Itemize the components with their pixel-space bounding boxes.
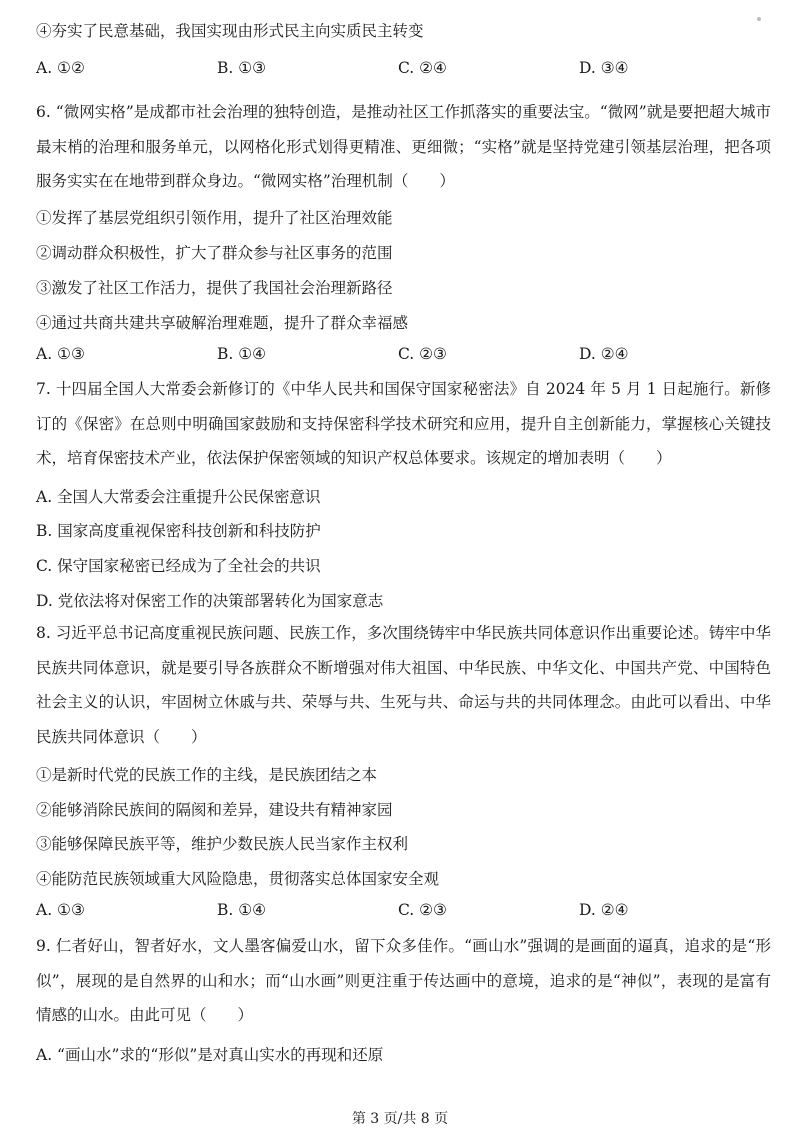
- q7-choice-a: A. 全国人大常委会注重提升公民保密意识: [36, 488, 321, 506]
- q5-item-4: ④夯实了民意基础，我国实现由形式民主向实质民主转变: [36, 22, 424, 40]
- q9-choice-a: A. “画山水”求的“形似”是对真山实水的再现和还原: [36, 1046, 384, 1064]
- q6-item-3: ③激发了社区工作活力，提供了我国社会治理新路径: [36, 279, 393, 297]
- q6-item-1: ①发挥了基层党组织引领作用，提升了社区治理效能: [36, 209, 393, 227]
- q5-option-a: A. ①②: [36, 59, 85, 77]
- q8-option-d: D. ②④: [579, 901, 629, 919]
- q8-item-2: ②能够消除民族间的隔阂和差异，建设共有精神家园: [36, 801, 393, 819]
- q8-option-b: B. ①④: [217, 901, 267, 919]
- q8-stem: 8. 习近平总书记高度重视民族问题、民族工作，多次围绕铸牢中华民族共同体意识作出重要论述。铸牢中华民族共同体意识，就是要引导各族群众不断增强对伟大祖国、中华民族、中华文化、中国共产党、中国特色社会主义的认识，牢固树立休戚与共、荣辱与共、生死与共、命运与共的共同体理念。由此可以看出、中华民族共同体意识（ ）: [36, 624, 771, 746]
- q8-item-4: ④能防范民族领域重大风险隐患，贯彻落实总体国家安全观: [36, 870, 440, 888]
- q7-stem: 7. 十四届全国人大常委会新修订的《中华人民共和国保守国家秘密法》自 2024 年 5 月 1 日起施行。新修订的《保密》在总则中明确国家鼓励和支持保密科学技术研究和应用，提升自主创新能力，掌握核心关键技术，培育保密技术产业，依法保护保密领域的知识产权总体要求。该规定的增加表明（ ）: [36, 380, 771, 467]
- q8-item-1: ①是新时代党的民族工作的主线，是民族团结之本: [36, 766, 378, 784]
- q5-option-c: C. ②④: [398, 59, 447, 77]
- q6-option-d: D. ②④: [579, 345, 629, 363]
- q9-stem: 9. 仁者好山，智者好水，文人墨客偏爱山水，留下众多佳作。“画山水”强调的是画面的逼真，追求的是“形似”，展现的是自然界的山和水；而“山水画”则更注重于传达画中的意境，追求的是“神似”，表现的是富有情感的山水。由此可见（ ）: [36, 937, 771, 1024]
- q7-choice-c: C. 保守国家秘密已经成为了全社会的共识: [36, 557, 321, 575]
- q8-option-c: C. ②③: [398, 901, 447, 919]
- q6-item-2: ②调动群众积极性，扩大了群众参与社区事务的范围: [36, 244, 393, 262]
- q5-option-d: D. ③④: [579, 59, 629, 77]
- q6-option-a: A. ①③: [36, 345, 85, 363]
- q5-option-b: B. ①③: [217, 59, 267, 77]
- q6-item-4: ④通过共商共建共享破解治理难题，提升了群众幸福感: [36, 314, 409, 332]
- page-number: 第 3 页/共 8 页: [351, 1111, 449, 1127]
- q6-stem: 6. “微网实格”是成都市社会治理的独特创造，是推动社区工作抓落实的重要法宝。“微网”就是要把超大城市最末梢的治理和服务单元，以网格化形式划得更精准、更细微；“实格”就是坚持党建引领基层治理，把各项服务实实在在地带到群众身边。“微网实格”治理机制（ ）: [36, 103, 771, 190]
- q5-options: [36, 59, 776, 83]
- q8-options: [36, 901, 776, 925]
- scan-speck: [757, 17, 761, 21]
- q6-option-c: C. ②③: [398, 345, 447, 363]
- q8-item-3: ③能够保障民族平等，维护少数民族人民当家作主权利: [36, 835, 409, 853]
- q6-options: [36, 345, 776, 369]
- q7-choice-b: B. 国家高度重视保密科技创新和科技防护: [36, 522, 321, 540]
- q6-option-b: B. ①④: [217, 345, 267, 363]
- q7-choice-d: D. 党依法将对保密工作的决策部署转化为国家意志: [36, 592, 384, 610]
- q8-option-a: A. ①③: [36, 901, 85, 919]
